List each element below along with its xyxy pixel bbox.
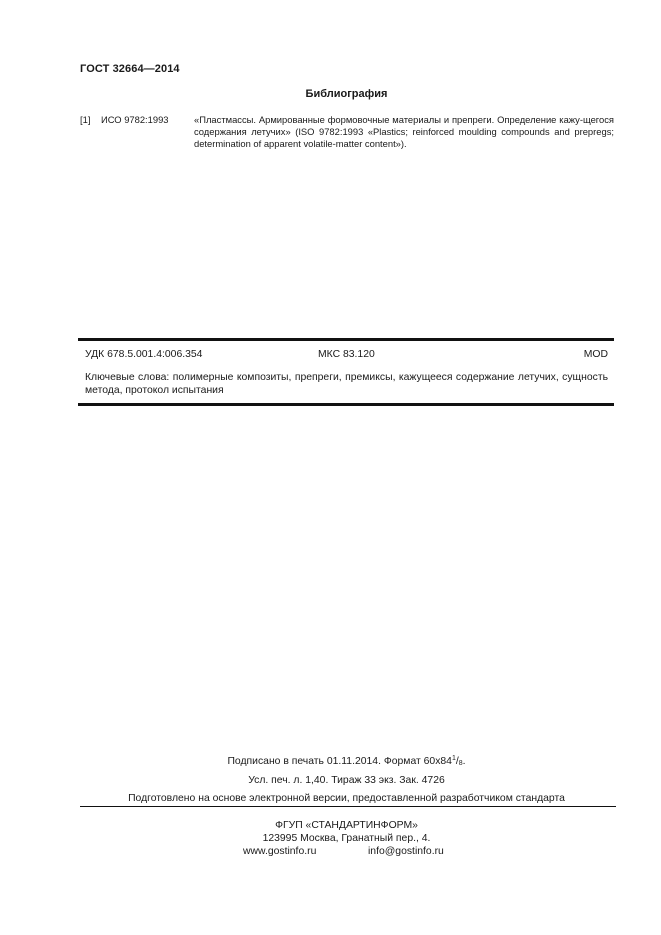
publisher-email[interactable]: info@gostinfo.ru [368,846,444,857]
publisher-address: 123995 Москва, Гранатный пер., 4. [262,833,431,844]
publisher-website[interactable]: www.gostinfo.ru [243,846,317,857]
bibliography-entry-description: «Пластмассы. Армированные формовочные материалы и препреги. Определение кажу-щегося содержания летучих» (ISO 9782:1993 «Plastics; reinforced moulding compounds and prepregs; determination of apparent volatile-matter content»). [194,114,614,149]
document-code: ГОСТ 32664—2014 [80,63,180,75]
divider-imprint [80,806,616,807]
udk-code: УДК 678.5.001.4:006.354 [85,349,203,360]
prepared-note: Подготовлено на основе электронной версии, предоставленной разработчиком стандарта [128,793,565,804]
format-subscript: 8 [458,760,463,767]
signed-suffix: . [462,756,466,767]
mks-code: МКС 83.120 [318,349,375,360]
format-superscript: 1 [451,755,456,762]
bibliography-title: Библиография [305,88,388,100]
keywords: Ключевые слова: полимерные композиты, препреги, премиксы, кажущееся содержание летучих, сущность метода, протокол испытания [85,372,608,396]
publisher-name: ФГУП «СТАНДАРТИНФОРМ» [275,820,418,831]
print-info: Усл. печ. л. 1,40. Тираж 33 экз. Зак. 4726 [248,775,445,786]
signed-for-print: Подписано в печать 01.11.2014. Формат $60x84^1/_8$. [227,755,466,767]
modification-degree: MOD [583,349,608,360]
divider-bottom [78,403,614,406]
bibliography-entry-standard: ИСО 9782:1993 [101,114,169,125]
signed-text: Подписано в печать 01.11.2014. Формат 60x84 [227,756,452,767]
bibliography-entry-number: [1] [80,114,91,125]
divider-top [78,338,614,341]
